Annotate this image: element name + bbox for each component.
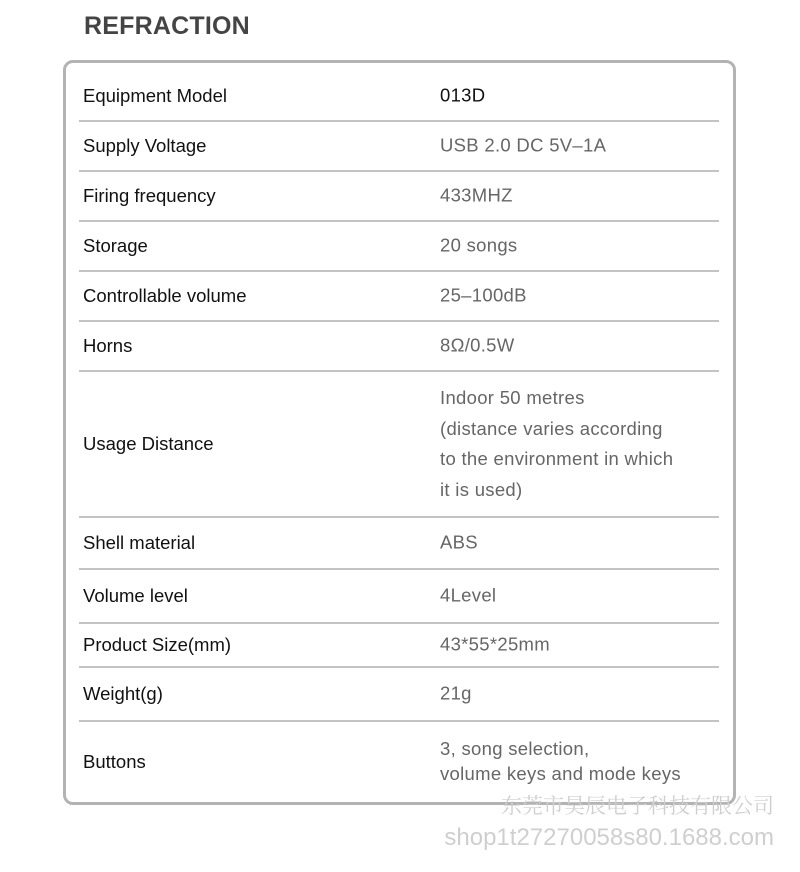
spec-row-usage-distance: [79, 372, 719, 518]
watermark-shop-url: shop1t27270058s80.1688.com: [444, 824, 774, 851]
spec-value: 8Ω/0.5W: [440, 334, 515, 356]
spec-row-equipment-model: [79, 72, 719, 122]
spec-label: Controllable volume: [83, 285, 247, 306]
spec-row-firing-frequency: [79, 172, 719, 222]
spec-label: Shell material: [83, 532, 196, 553]
section-title: REFRACTION: [84, 12, 250, 40]
spec-row-volume-level: [79, 570, 719, 624]
spec-label: Buttons: [83, 751, 146, 772]
spec-label: Weight(g): [83, 683, 163, 704]
spec-value: 25–100dB: [440, 284, 527, 306]
spec-value: 21g: [440, 682, 472, 704]
spec-value: Indoor 50 metres (distance varies according to the environment in which it is used): [440, 386, 674, 500]
spec-table: [79, 72, 719, 802]
spec-label: Firing frequency: [83, 185, 216, 206]
spec-row-shell-material: [79, 518, 719, 570]
spec-label: Product Size(mm): [83, 634, 232, 655]
spec-label: Storage: [83, 235, 148, 256]
spec-value: ABS: [440, 531, 478, 553]
spec-value: 20 songs: [440, 234, 518, 256]
spec-value: 4Level: [440, 584, 497, 606]
spec-value: 433MHZ: [440, 184, 513, 206]
spec-label: Supply Voltage: [83, 135, 207, 156]
spec-label: Volume level: [83, 585, 188, 606]
watermark-company: 东莞市昊辰电子科技有限公司: [501, 795, 774, 818]
spec-value: 013D: [440, 84, 486, 106]
spec-row-controllable-volume: [79, 272, 719, 322]
spec-row-product-size: [79, 624, 719, 668]
spec-row-supply-voltage: [79, 122, 719, 172]
spec-row-horns: [79, 322, 719, 372]
spec-row-weight: [79, 668, 719, 722]
spec-value: USB 2.0 DC 5V–1A: [440, 134, 607, 156]
spec-value: 43*55*25mm: [440, 633, 550, 655]
spec-label: Usage Distance: [83, 433, 214, 454]
spec-row-storage: [79, 222, 719, 272]
spec-value: 3, song selection, volume keys and mode keys: [440, 738, 681, 784]
spec-label: Equipment Model: [83, 85, 227, 106]
spec-label: Horns: [83, 335, 133, 356]
